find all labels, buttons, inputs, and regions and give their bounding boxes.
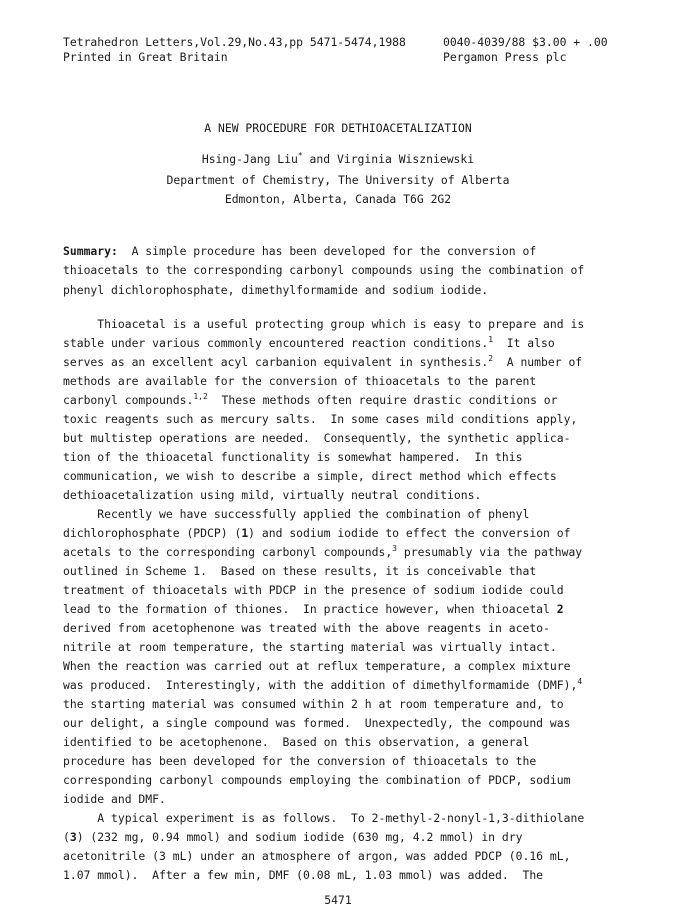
p1-line-5: carbonyl compounds.$^{1,2}$ These methods often require drastic conditions or (63, 392, 558, 407)
p3-line-3: acetonitrile (3 mL) under an atmosphere of argon, was added PDCP (0.16 mL, (63, 849, 571, 863)
p1-line-2: stable under various commonly encountered reaction conditions.$^1$ It also (63, 335, 555, 350)
p2-line-10: was produced. Interestingly, with the addition of dimethylformamide (DMF),$^4$ (63, 677, 583, 692)
summary-line-1: Summary: A simple procedure has been developed for the conversion of (63, 244, 537, 258)
p2-line-3: acetals to the corresponding carbonyl compounds,$^3$ presumably via the pathway (63, 544, 583, 559)
p3-line-1: A typical experiment is as follows. To 2-methyl-2-nonyl-1,3-dithiolane (63, 811, 585, 825)
affiliation-address: Edmonton, Alberta, Canada T6G 2G2 (224, 192, 452, 206)
journal-citation: Tetrahedron Letters,Vol.29,No.43,pp 5471-5474,1988 (63, 35, 406, 49)
p2-line-1: Recently we have successfully applied the combination of phenyl (63, 507, 530, 521)
p2-line-15: corresponding carbonyl compounds employing the combination of PDCP, sodium (63, 773, 571, 787)
p3-line-2: (3) (232 mg, 0.94 mmol) and sodium iodide (630 mg, 4.2 mmol) in dry (63, 830, 523, 844)
paper-title: A NEW PROCEDURE FOR DETHIOACETALIZATION (204, 121, 472, 135)
p2-line-14: procedure has been developed for the conversion of thioacetals to the (63, 754, 537, 768)
p1-line-10: dethioacetalization using mild, virtually neutral conditions. (63, 488, 482, 502)
p1-line-8: tion of the thioacetal functionality is somewhat hampered. In this (63, 450, 523, 464)
p2-line-4: outlined in Scheme 1. Based on these results, it is conceivable that (63, 564, 537, 578)
ref-3: 3 (392, 544, 397, 553)
ref-4: 4 (577, 677, 583, 686)
ref-1-2: 1,2 (193, 392, 208, 401)
issn-price: 0040-4039/88 $3.00 + .00 (443, 35, 608, 49)
p2-line-6: lead to the formation of thiones. In practice however, when thioacetal 2 (63, 602, 564, 616)
ref-1: 1 (488, 335, 494, 344)
p1-line-3: serves as an excellent acyl carbanion equivalent in synthesis.$^2$ A number of (63, 354, 583, 369)
p2-line-5: treatment of thioacetals with PDCP in the presence of sodium iodide could (63, 583, 564, 597)
p3-line-4: 1.07 mmol). After a few min, DMF (0.08 mL, 1.03 mmol) was added. The (63, 868, 544, 882)
summary-label: Summary: (63, 244, 118, 258)
p2-line-13: identified to be acetophenone. Based on this observation, a general (63, 735, 530, 749)
page-number: 5471 (324, 893, 352, 907)
printed-location: Printed in Great Britain (63, 50, 228, 64)
summary-line-2: thioacetals to the corresponding carbonyl compounds using the combination of (63, 263, 585, 277)
corresponding-author-mark: * (297, 151, 303, 160)
p2-line-16: iodide and DMF. (63, 792, 166, 806)
compound-1: 1 (241, 526, 249, 540)
p2-line-8: nitrile at room temperature, the starting material was virtually intact. (63, 640, 557, 654)
affiliation-department: Department of Chemistry, The University of Alberta (166, 173, 510, 187)
p2-line-9: When the reaction was carried out at reflux temperature, a complex mixture (63, 659, 571, 673)
p1-line-6: toxic reagents such as mercury salts. In some cases mild conditions apply, (63, 412, 578, 426)
p1-line-7: but multistep operations are needed. Consequently, the synthetic applica- (63, 431, 571, 445)
p2-line-2: dichlorophosphate (PDCP) (1) and sodium iodide to effect the conversion of (63, 526, 571, 540)
p2-line-7: derived from acetophenone was treated with the above reagents in aceto- (63, 621, 550, 635)
author-liu: Hsing-Jang Liu (201, 152, 298, 166)
p1-line-1: Thioacetal is a useful protecting group which is easy to prepare and is (63, 317, 585, 331)
compound-2: 2 (556, 602, 564, 616)
compound-3: 3 (69, 830, 77, 844)
publisher: Pergamon Press plc (443, 50, 567, 64)
p2-line-12: our delight, a single compound was formed. Unexpectedly, the compound was (63, 716, 571, 730)
author-wiszniewski: and Virginia Wiszniewski (302, 152, 475, 166)
author-line (0, 152, 676, 167)
summary-line-3: phenyl dichlorophosphate, dimethylformamide and sodium iodide. (63, 283, 489, 297)
p2-line-11: the starting material was consumed within 2 h at room temperature and, to (63, 697, 564, 711)
p1-line-9: communication, we wish to describe a simple, direct method which effects (63, 469, 557, 483)
ref-2: 2 (488, 354, 494, 363)
p1-line-4: methods are available for the conversion of thioacetals to the parent (63, 374, 537, 388)
